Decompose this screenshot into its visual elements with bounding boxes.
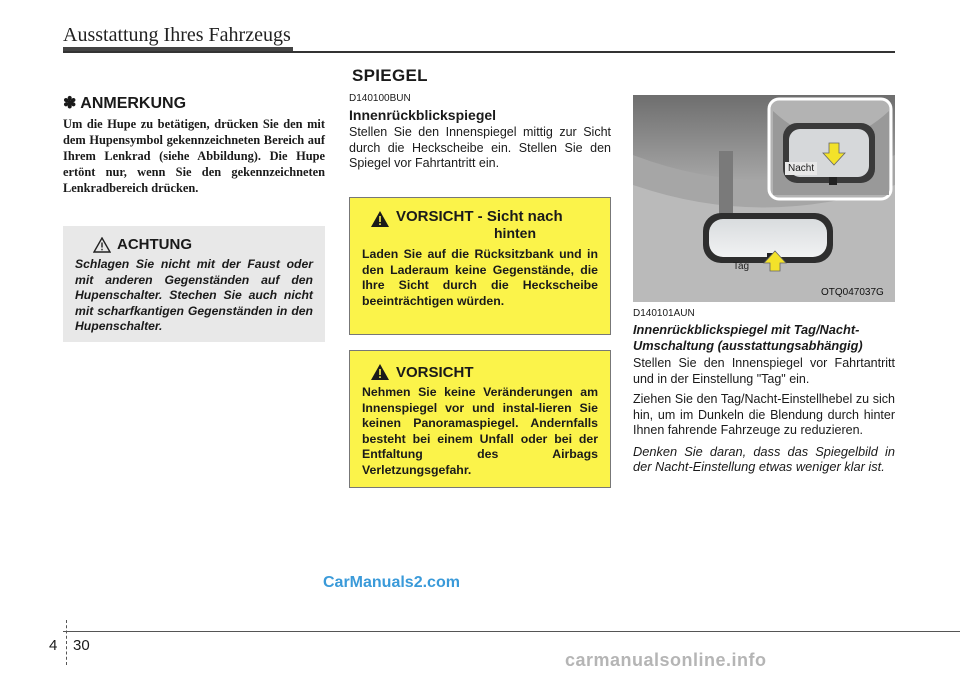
page-header-title: Ausstattung Ihres Fahrzeugs — [63, 24, 291, 46]
label-tag: Tag — [733, 261, 750, 272]
note-block — [63, 93, 325, 196]
achtung-text: Schlagen Sie nicht mit der Faust oder mit anderen Gegenständen auf den Hupenschalter. Stechen Sie auch nicht mit scharfkantigen Gegenständen in den Hupenschalter. — [75, 257, 313, 333]
caution1-text: Laden Sie auf die Rücksitzbank und in den Laderaum keine Gegenstände, die Ihre Sicht durch die Heckscheibe beeinträchtigen würden. — [362, 247, 598, 308]
caution2-text: Nehmen Sie keine Veränderungen am Innenspiegel vor und instal-lieren Sie keinen Panoramaspiegel. Andernfalls besteht bei einem Unfall oder bei der Entfaltung des Airbags Verletzungsgefahr. — [362, 385, 598, 477]
daynight-para3: Denken Sie daran, dass das Spiegelbild in der Nacht-Einstellung etwas weniger klar ist. — [633, 443, 895, 474]
mirror-photo — [633, 95, 895, 302]
mirror-illustration — [633, 95, 895, 302]
page-number: 30 — [73, 637, 90, 654]
caution1-heading-line1: VORSICHT - Sicht nach — [396, 208, 563, 225]
caution-box-rear-view — [349, 197, 611, 335]
header-rule — [63, 51, 895, 53]
warning-triangle-filled-icon — [370, 363, 390, 381]
daynight-code: D140101AUN — [633, 308, 695, 319]
mirror-heading: Innenrückblickspiegel — [349, 107, 497, 123]
mirror-text: Stellen Sie den Innenspiegel mittig zur Sicht durch die Heckscheibe ein. Stellen Sie den Spiegel vor Fahrtantritt ein. — [349, 125, 611, 170]
achtung-box — [63, 226, 325, 342]
mirror-block — [349, 93, 611, 172]
section-title: SPIEGEL — [352, 66, 428, 85]
footer-divider — [66, 620, 67, 665]
caution-box-mirror — [349, 350, 611, 488]
caution2-heading: VORSICHT — [396, 363, 474, 381]
warning-triangle-filled-icon — [370, 210, 390, 228]
daynight-para2: Ziehen Sie den Tag/Nacht-Einstellhebel zu sich hin, um im Dunkeln die Blendung durch hinter Ihnen fahrende Fahrzeuge zu reduzieren. — [633, 392, 895, 437]
daynight-block — [633, 308, 895, 475]
watermark-link[interactable]: CarManuals2.com — [323, 574, 460, 591]
achtung-heading: ACHTUNG — [117, 236, 192, 253]
chapter-number: 4 — [49, 637, 58, 654]
label-nacht: Nacht — [785, 162, 817, 175]
warning-triangle-icon — [93, 237, 111, 253]
caution1-heading-line2: hinten — [494, 225, 536, 241]
note-heading: ✽ ANMERKUNG — [63, 95, 187, 112]
daynight-para1: Stellen Sie den Innenspiegel vor Fahrtantritt und in der Einstellung "Tag" ein. — [633, 356, 895, 386]
watermark-footer: carmanualsonline.info — [565, 650, 767, 670]
mirror-code: D140100BUN — [349, 93, 411, 104]
note-text: Um die Hupe zu betätigen, drücken Sie den mit dem Hupensymbol gekennzeichneten Bereich auf Ihrem Lenkrad (siehe Abbildung). Die Hupe ertönt nur, wenn Sie den gekennzeichneten Lenkradbereich drücken. — [63, 117, 325, 195]
footer-rule — [63, 631, 960, 632]
figure-code: OTQ047037G — [821, 287, 884, 298]
daynight-heading: Innenrückblickspiegel mit Tag/Nacht-Umschaltung (ausstattungsabhängig) — [633, 322, 863, 353]
